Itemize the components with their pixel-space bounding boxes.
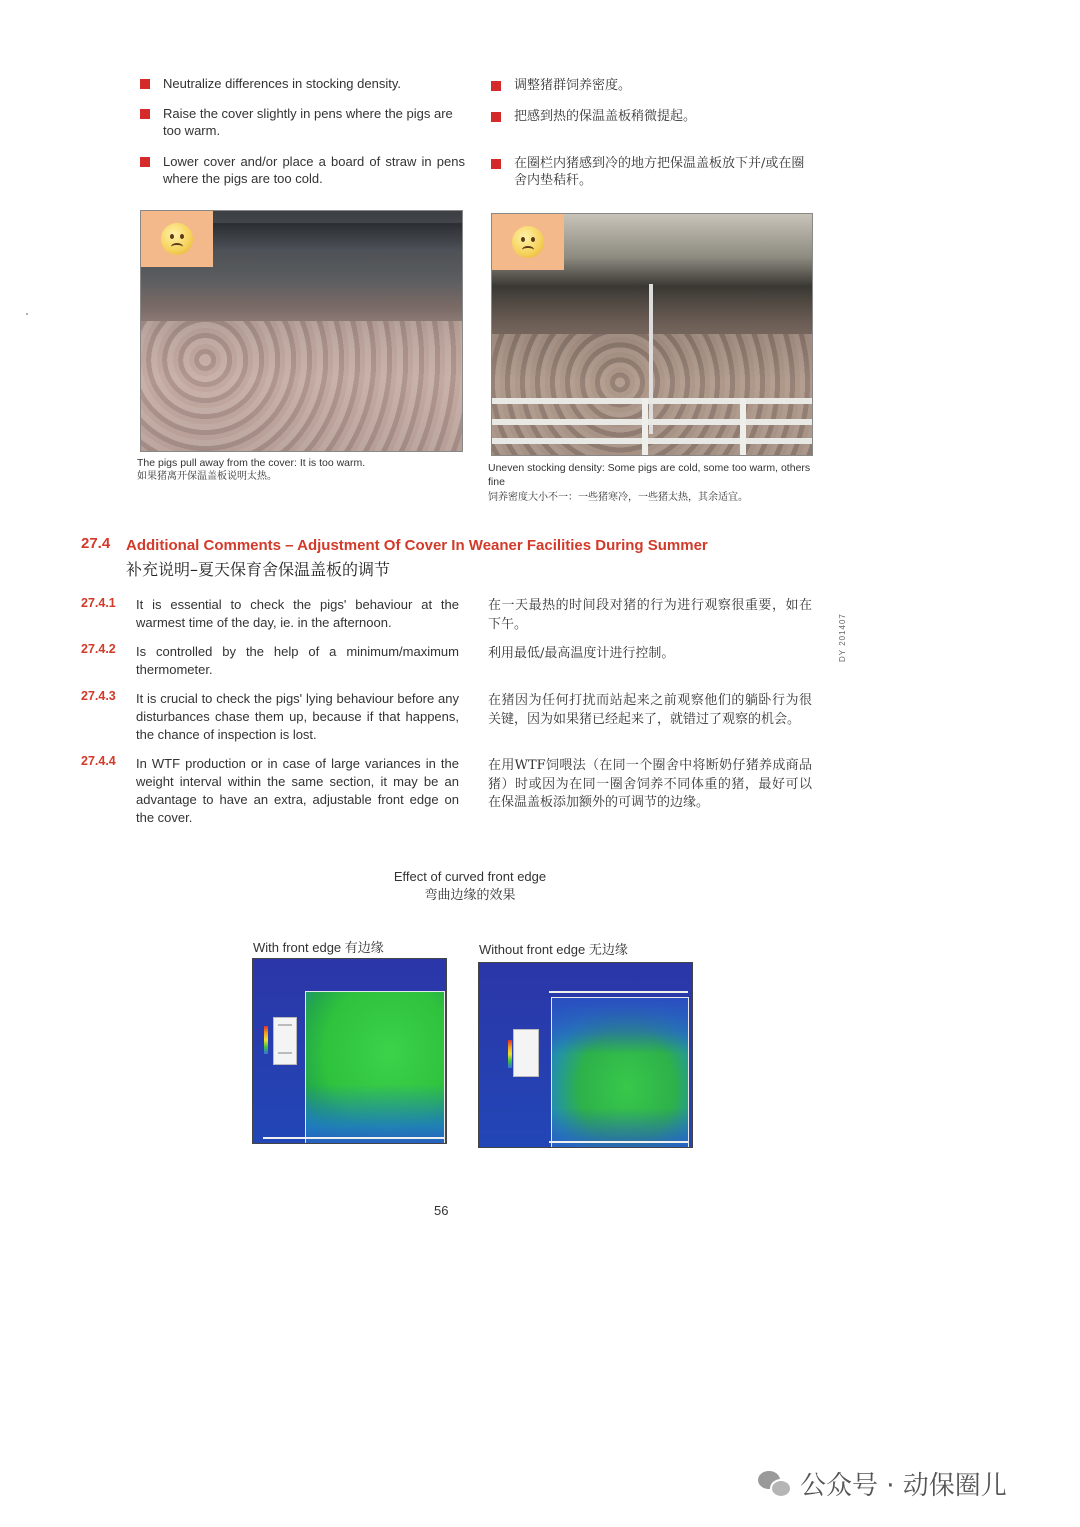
- thermal-image-with-edge: [252, 958, 447, 1144]
- caption-en: Uneven stocking density: Some pigs are cold, some too warm, others fine: [488, 462, 811, 488]
- fence-rail: [492, 398, 812, 404]
- bullet-text: 调整猪群饲养密度。: [514, 78, 632, 93]
- figure-title-en: Effect of curved front edge: [393, 869, 547, 884]
- figure-label-with-edge: With front edge 有边缘: [253, 940, 384, 955]
- figure-label-without-edge: Without front edge 无边缘: [479, 942, 628, 957]
- item-text-en: Is controlled by the help of a minimum/maximum thermometer.: [136, 644, 459, 677]
- item-text-zh: 利用最低/最高温度计进行控制。: [488, 646, 675, 661]
- colour-scale: [273, 1017, 297, 1065]
- fence-post: [740, 398, 746, 455]
- bullet-marker: [140, 157, 150, 167]
- scan-speck: [26, 313, 28, 315]
- colour-scale: [513, 1029, 539, 1077]
- figure-title: [370, 869, 570, 903]
- colour-scale-bar: [508, 1040, 512, 1068]
- sad-face-icon: [161, 223, 193, 255]
- bullet-text: Neutralize differences in stocking density.: [163, 76, 401, 91]
- cold-zone: [306, 1084, 444, 1144]
- floor-line: [263, 1137, 444, 1139]
- photo-uneven-density: [491, 213, 813, 456]
- watermark-text: 公众号 · 动保圈儿: [800, 1471, 1007, 1501]
- photo-pigs-too-warm: [140, 210, 463, 452]
- floor-line: [549, 1141, 688, 1143]
- item-number: 27.4.2: [81, 642, 116, 656]
- bullet-en-2: [140, 105, 465, 139]
- watermark: [758, 1465, 1007, 1502]
- bullet-zh-2: [491, 108, 816, 125]
- item-text-en: It is crucial to check the pigs' lying behaviour before any disturbances chase them up, because if that happens, the chance of inspection is lost.: [136, 691, 459, 742]
- fence-rail: [492, 419, 812, 425]
- caption-en: The pigs pull away from the cover: It is too warm.: [137, 457, 366, 469]
- bullet-text: Raise the cover slightly in pens where the pigs are too warm.: [163, 106, 453, 138]
- fence-rail: [492, 438, 812, 444]
- bullet-text: Lower cover and/or place a board of straw in pens where the pigs are too cold.: [163, 154, 465, 186]
- bullet-en-1: [140, 75, 465, 92]
- item-number: 27.4.4: [81, 754, 116, 768]
- bullet-zh-3: [491, 155, 816, 189]
- item-text-zh: 在用WTF饲喂法（在同一个圈舍中将断奶仔猪养成商品猪）时或因为在同一圈舍饲养不同体重的猪，最好可以在保温盖板添加额外的可调节的边缘。: [488, 758, 812, 810]
- sad-face-badge: [141, 211, 213, 267]
- item-number: 27.4.1: [81, 596, 116, 610]
- item-number: 27.4.3: [81, 689, 116, 703]
- item-text-en: It is essential to check the pigs' behaviour at the warmest time of the day, ie. in the afternoon.: [136, 597, 459, 630]
- thermal-image-without-edge: [478, 962, 693, 1148]
- fence-post: [642, 398, 648, 455]
- sad-face-badge: [492, 214, 564, 270]
- photo-pole: [649, 284, 653, 434]
- bullet-marker: [491, 159, 501, 169]
- caption-zh: 如果猪离开保温盖板说明太热。: [137, 471, 277, 482]
- warm-zone: [551, 997, 689, 1148]
- cover-line: [549, 991, 688, 993]
- warm-zone: [305, 991, 445, 1144]
- bullet-text: 在圈栏内猪感到冷的地方把保温盖板放下并/或在圈舍内垫秸秆。: [514, 156, 805, 188]
- bullet-en-3: [140, 153, 465, 187]
- section-number: 27.4: [81, 535, 111, 552]
- side-document-code: DY 201407: [838, 613, 847, 662]
- bullet-zh-1: [491, 77, 816, 94]
- wechat-icon: [758, 1471, 788, 1497]
- right-photo-caption: [488, 461, 814, 505]
- bullet-text: 把感到热的保温盖板稍微提起。: [514, 109, 697, 124]
- bullet-marker: [140, 109, 150, 119]
- section-title: Additional Comments – Adjustment Of Cover In Weaner Facilities During Summer: [126, 537, 708, 554]
- cold-zone: [552, 998, 688, 1054]
- item-text-zh: 在猪因为任何打扰而站起来之前观察他们的躺卧行为很关键，因为如果猪已经起来了，就错过了观察的机会。: [488, 693, 812, 727]
- bullet-marker: [140, 79, 150, 89]
- page-number: 56: [434, 1203, 449, 1218]
- bullet-marker: [491, 112, 501, 122]
- item-text-en: In WTF production or in case of large variances in the weight interval within the same section, it may be an advantage to have an extra, adjustable front edge on the cover.: [136, 756, 459, 825]
- section-title-zh: 补充说明–夏天保育舍保温盖板的调节: [126, 560, 391, 579]
- sad-face-icon: [512, 226, 544, 258]
- left-photo-caption: [137, 456, 467, 484]
- bullet-marker: [491, 81, 501, 91]
- caption-zh: 饲养密度大小不一：一些猪寒冷，一些猪太热，其余适宜。: [488, 492, 748, 503]
- colour-scale-bar: [264, 1026, 268, 1054]
- photo-pig-group: [141, 321, 462, 451]
- figure-title-zh: 弯曲边缘的效果: [424, 888, 516, 903]
- item-text-zh: 在一天最热的时间段对猪的行为进行观察很重要，如在下午。: [488, 598, 812, 632]
